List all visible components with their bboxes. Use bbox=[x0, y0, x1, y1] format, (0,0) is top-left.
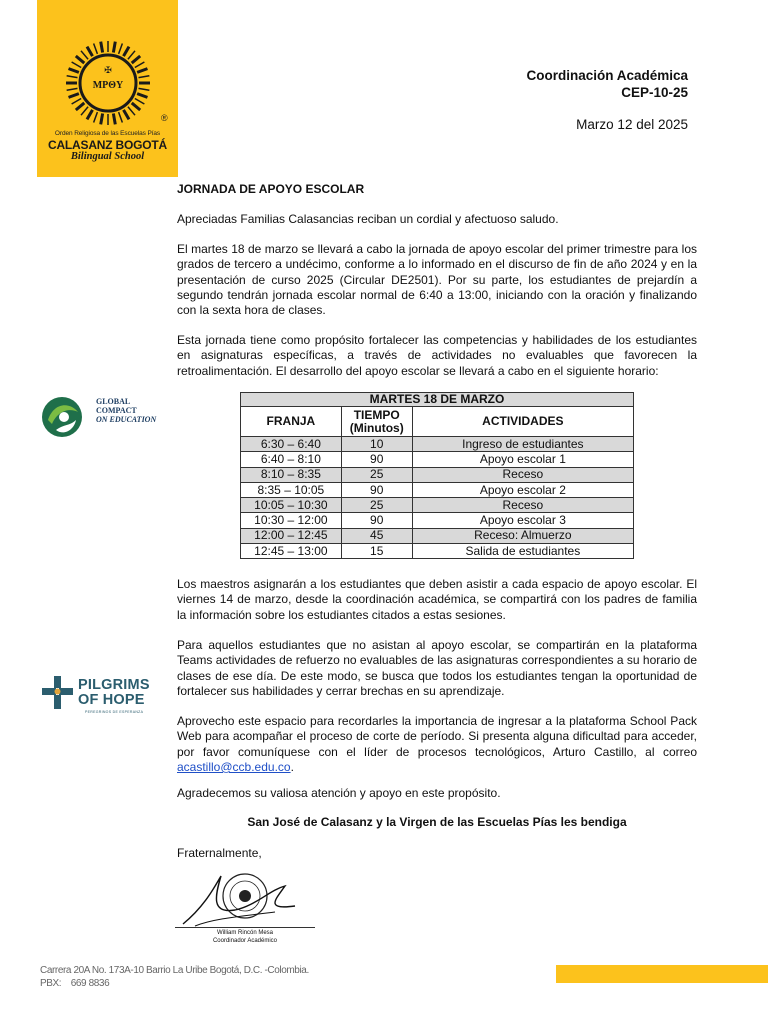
cell-franja: 6:30 – 6:40 bbox=[241, 437, 342, 452]
seal-ray bbox=[76, 56, 84, 63]
cell-franja: 6:40 – 8:10 bbox=[241, 452, 342, 467]
header-actividades: ACTIVIDADES bbox=[412, 407, 633, 437]
schedule-row bbox=[241, 467, 634, 482]
header-tiempo-l2: (Minutos) bbox=[349, 420, 404, 435]
schedule-row bbox=[241, 482, 634, 497]
seal-ray bbox=[137, 94, 147, 98]
seal-ray bbox=[128, 51, 135, 59]
seal-ray bbox=[101, 114, 103, 125]
footer-phone bbox=[40, 978, 309, 991]
seal-ray bbox=[69, 69, 79, 73]
email-link[interactable]: acastillo@ccb.edu.co bbox=[177, 759, 291, 774]
schedule-row bbox=[241, 437, 634, 452]
document-code: CEP-10-25 bbox=[621, 85, 688, 100]
schedule-row bbox=[241, 513, 634, 528]
seal-ray bbox=[132, 56, 140, 63]
seal-ray bbox=[119, 112, 123, 122]
gc-line-2: COMPACT bbox=[96, 406, 137, 415]
cell-actividad: Apoyo escolar 1 bbox=[412, 452, 633, 467]
cell-franja: 10:30 – 12:00 bbox=[241, 513, 342, 528]
cell-tiempo: 10 bbox=[341, 437, 412, 452]
seal-ray bbox=[135, 62, 145, 68]
phone-label: PBX: bbox=[40, 977, 62, 989]
paragraph-5-body: Aprovecho este espacio para recordarles la importancia de ingresar a la plataforma School Pack Web para acompañar el proceso de corte de período. Si presenta alguna dificultad para acceder, por favor comuníquese con el líder de procesos tecnológicos, Arturo Castillo, al correo bbox=[177, 714, 697, 759]
cell-tiempo: 25 bbox=[341, 498, 412, 513]
signer-role: Coordinador Académico bbox=[212, 938, 278, 944]
cell-franja: 8:10 – 8:35 bbox=[241, 467, 342, 482]
cell-franja: 8:35 – 10:05 bbox=[241, 482, 342, 497]
paragraph-6 bbox=[177, 786, 697, 801]
cell-tiempo: 15 bbox=[341, 544, 412, 559]
pilgrims-line-1: PILGRIMS bbox=[78, 677, 150, 693]
greeting-text: Apreciadas Familias Calasancias reciban un cordial y afectuoso saludo. bbox=[177, 212, 559, 226]
seal-ray bbox=[87, 110, 93, 120]
globe-icon bbox=[40, 394, 86, 440]
seal-ray bbox=[124, 110, 130, 120]
footer bbox=[40, 965, 309, 990]
seal-text: MPΘY bbox=[92, 80, 124, 91]
header-franja: FRANJA bbox=[241, 407, 342, 437]
paragraph-2 bbox=[177, 333, 697, 379]
paragraph-4 bbox=[177, 638, 697, 699]
schedule-table bbox=[240, 392, 634, 559]
schedule-body bbox=[241, 437, 634, 559]
seal-ray bbox=[132, 103, 140, 110]
cell-actividad: Salida de estudiantes bbox=[412, 544, 633, 559]
seal-ray bbox=[135, 99, 145, 105]
letter-title: JORNADA DE APOYO ESCOLAR bbox=[177, 182, 365, 196]
cell-actividad: Apoyo escolar 3 bbox=[412, 513, 633, 528]
schedule-row bbox=[241, 528, 634, 543]
gc-line-3: ON EDUCATION bbox=[96, 415, 157, 424]
cell-tiempo: 90 bbox=[341, 452, 412, 467]
global-compact-logo bbox=[40, 394, 170, 442]
letter-date: Marzo 12 del 2025 bbox=[576, 117, 688, 132]
cell-actividad: Receso bbox=[412, 498, 633, 513]
footer-address: Carrera 20A No. 173A-10 Barrio La Uribe Bogotá, D.C. -Colombia. bbox=[40, 965, 309, 976]
seal-ray bbox=[67, 88, 78, 90]
cell-tiempo: 25 bbox=[341, 467, 412, 482]
paragraph-1 bbox=[177, 242, 697, 318]
seal-ray bbox=[72, 99, 82, 105]
paragraph-1-text: El martes 18 de marzo se llevará a cabo la jornada de apoyo escolar del primer trimestre para los grados de tercero a undécimo, conforme a lo informado en el discurso de fin de año 2024 y en la presentación de curso 2025 (Circular DE2501). Por su parte, los estudiantes de prejardín a segundo tendrán jornada escolar normal de 6:40 a 13:00, iniciando con la oración y finalizando con la sexta hora de clases. bbox=[177, 242, 697, 318]
school-logo bbox=[37, 0, 178, 177]
schedule-caption: MARTES 18 DE MARZO bbox=[241, 393, 634, 407]
cell-franja: 12:00 – 12:45 bbox=[241, 528, 342, 543]
pilgrims-subtitle: PEREGRINOS DE ESPERANZA bbox=[85, 710, 144, 714]
header-tiempo bbox=[341, 407, 412, 437]
seal-ray bbox=[137, 69, 147, 73]
gc-line-1: GLOBAL bbox=[96, 397, 131, 406]
cross-icon bbox=[40, 672, 76, 712]
seal-ray bbox=[128, 107, 135, 115]
order-line: Orden Religiosa de las Escuelas Pías bbox=[54, 130, 161, 137]
seal-ray bbox=[94, 44, 98, 54]
cell-tiempo: 45 bbox=[341, 528, 412, 543]
seal-ray bbox=[81, 107, 88, 115]
blessing: San José de Calasanz y la Virgen de las Escuelas Pías les bendiga bbox=[247, 815, 627, 829]
seal-ray bbox=[76, 103, 84, 110]
seal-ray bbox=[113, 42, 115, 53]
pilgrims-title bbox=[78, 678, 150, 708]
cell-franja: 12:45 – 13:00 bbox=[241, 544, 342, 559]
seal-icon bbox=[63, 38, 153, 128]
greeting bbox=[177, 212, 697, 227]
cell-actividad: Apoyo escolar 2 bbox=[412, 482, 633, 497]
seal-ray bbox=[119, 44, 123, 54]
schedule-row bbox=[241, 544, 634, 559]
paragraph-6-text: Agradecemos su valiosa atención y apoyo en este propósito. bbox=[177, 786, 501, 800]
seal-ray bbox=[67, 76, 78, 78]
seal-ray bbox=[124, 47, 130, 57]
footer-accent-bar bbox=[556, 965, 768, 983]
seal-ray bbox=[81, 51, 88, 59]
header-tiempo-l1: TIEMPO bbox=[353, 407, 400, 422]
signer-name: William Rincón Mesa bbox=[216, 930, 273, 936]
letter-header bbox=[526, 67, 688, 133]
seal-ray bbox=[69, 94, 79, 98]
cell-actividad: Receso bbox=[412, 467, 633, 482]
seal-ray bbox=[139, 76, 150, 78]
schedule-row bbox=[241, 498, 634, 513]
seal-ray bbox=[113, 114, 115, 125]
paragraph-3 bbox=[177, 577, 697, 623]
pilgrims-line-2: OF HOPE bbox=[78, 692, 145, 708]
paragraph-5-end: . bbox=[290, 759, 294, 774]
registered-mark: ® bbox=[161, 113, 168, 123]
seal-ray bbox=[87, 47, 93, 57]
cell-tiempo: 90 bbox=[341, 482, 412, 497]
paragraph-5 bbox=[177, 714, 697, 775]
seal-ray bbox=[72, 62, 82, 68]
cell-actividad: Receso: Almuerzo bbox=[412, 528, 633, 543]
paragraph-5-text bbox=[177, 714, 697, 775]
svg-text:✠: ✠ bbox=[104, 65, 112, 75]
cell-actividad: Ingreso de estudiantes bbox=[412, 437, 633, 452]
phone-number: 669 8836 bbox=[70, 977, 110, 989]
closing: Fraternalmente, bbox=[177, 846, 262, 860]
paragraph-3-text: Los maestros asignarán a los estudiantes que deben asistir a cada espacio de apoyo escolar. El viernes 14 de marzo, desde la coordinación académica, se compartirá con los padres de familia la información sobre los estudiantes citados a estas sesiones. bbox=[177, 577, 697, 622]
school-tagline: Bilingual School bbox=[70, 151, 145, 162]
seal-ray bbox=[101, 42, 103, 53]
department: Coordinación Académica bbox=[526, 68, 688, 83]
global-compact-text bbox=[96, 397, 156, 424]
cell-tiempo: 90 bbox=[341, 513, 412, 528]
pilgrims-logo bbox=[40, 672, 180, 720]
paragraph-2-text: Esta jornada tiene como propósito fortalecer las competencias y habilidades de los estudiantes en asignaturas específicas, a través de actividades no evaluables que favorecen la retroalimentación. El desarrollo del apoyo escolar se llevará a cabo en el siguiente horario: bbox=[177, 333, 697, 378]
paragraph-4-text: Para aquellos estudiantes que no asistan al apoyo escolar, se compartirán en la plataforma Teams actividades de refuerzo no evaluables de las asignaturas correspondientes a su horario de clases de ese día. De este modo, se busca que todos los estudiantes tengan la oportunidad de fortalecer sus habilidades y cerrar brechas en su aprendizaje. bbox=[177, 638, 697, 698]
signature-caption bbox=[175, 927, 315, 945]
seal-ray bbox=[94, 112, 98, 122]
seal-ray bbox=[139, 88, 150, 90]
schedule-row bbox=[241, 452, 634, 467]
school-name: CALASANZ BOGOTÁ bbox=[48, 138, 167, 152]
cell-franja: 10:05 – 10:30 bbox=[241, 498, 342, 513]
